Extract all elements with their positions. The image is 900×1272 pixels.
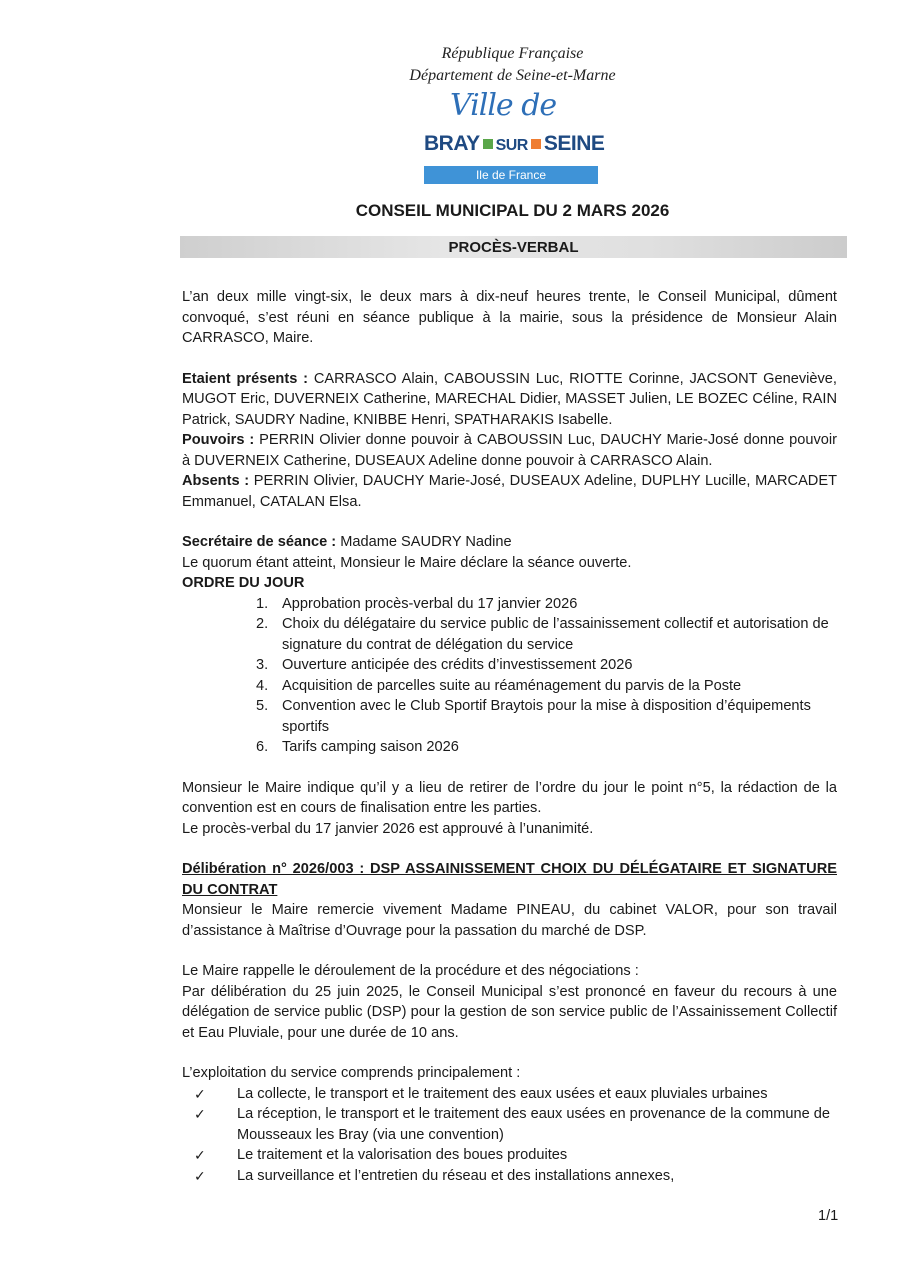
ordre-du-jour-title: ORDRE DU JOUR <box>182 575 305 591</box>
remerciement-paragraph: Monsieur le Maire remercie vivement Madame PINEAU, du cabinet VALOR, pour son travail d’assistance à Maîtrise d’Ouvrage pour la passation du marché de DSP. <box>182 902 837 939</box>
agenda-number: 5. <box>256 698 269 714</box>
exploitation-item-text: La collecte, le transport et le traitement des eaux usées et eaux pluviales urbaines <box>237 1085 768 1102</box>
presents-paragraph <box>182 369 837 431</box>
delib-2025-paragraph: Par délibération du 25 juin 2025, le Conseil Municipal s’est prononcé en faveur du recours à une délégation de service public (DSP) pour la gestion de son service public de l’Assainissement Collectif et Eau Pluviale, pour une durée de 10 ans. <box>182 983 837 1041</box>
agenda-text: Approbation procès-verbal du 17 janvier 2026 <box>282 595 578 612</box>
agenda-text: Tarifs camping saison 2026 <box>282 739 459 755</box>
town-logo <box>420 88 605 186</box>
logo-main-text <box>424 134 604 157</box>
agenda-text: Acquisition de parcelles suite au réaménagement du parvis de la Poste <box>282 677 742 694</box>
page-title: CONSEIL MUNICIPAL DU 2 MARS 2026 <box>355 201 670 220</box>
agenda-number: 3. <box>256 657 269 673</box>
logo-seine: SEINE <box>543 132 605 155</box>
pouvoirs-list: PERRIN Olivier donne pouvoir à CABOUSSIN Luc, DAUCHY Marie-José donne pouvoir à DUVERNEIX Catherine, DUSEAUX Adeline donne pouvoir à CARRASCO Alain. <box>182 432 837 469</box>
rappel-paragraph: Le Maire rappelle le déroulement de la procédure et des négociations : <box>182 963 639 979</box>
document-body <box>182 287 837 1186</box>
exploitation-item-text: Le traitement et la valorisation des boues produites <box>237 1147 568 1163</box>
agenda-list <box>182 594 837 758</box>
list-item <box>182 1166 837 1187</box>
agenda-number: 6. <box>256 739 269 755</box>
department-heading: Département de Seine-et-Marne <box>409 67 616 84</box>
presents-list: CARRASCO Alain, CABOUSSIN Luc, RIOTTE Corinne, JACSONT Geneviève, MUGOT Eric, DUVERNEIX Catherine, MARECHAL Didier, MASSET Julien, LE BOZEC Céline, RAIN Patrick, SAUDRY Nadine, KNIBBE Henri, SPATHARAKIS Isabelle. <box>182 370 837 428</box>
presents-label: Etaient présents : <box>182 370 309 387</box>
list-item <box>256 614 837 655</box>
secretaire-label: Secrétaire de séance : <box>182 534 337 550</box>
exploitation-item-text: La réception, le transport et le traitement des eaux usées en provenance de la commune de Mousseaux les Bray (via une convention) <box>237 1106 831 1143</box>
logo-region-bar: Ile de France <box>424 166 598 184</box>
absents-label: Absents : <box>182 473 250 489</box>
pouvoirs-paragraph <box>182 430 837 471</box>
list-item <box>256 696 837 737</box>
agenda-number: 1. <box>256 595 269 612</box>
agenda-number: 2. <box>256 616 269 632</box>
quorum-paragraph: Le quorum étant atteint, Monsieur le Maire déclare la séance ouverte. <box>182 554 632 571</box>
exploitation-item-text: La surveillance et l’entretien du réseau et des installations annexes, <box>237 1167 675 1184</box>
logo-sur: SUR <box>495 137 528 154</box>
agenda-number: 4. <box>256 677 269 694</box>
pouvoirs-label: Pouvoirs : <box>182 432 255 448</box>
absents-paragraph <box>182 471 837 512</box>
checkmark-icon: ✓ <box>194 1167 206 1184</box>
checkmark-icon: ✓ <box>194 1147 206 1163</box>
agenda-text: Choix du délégataire du service public de l’assainissement collectif et autorisation de signature du contrat de délégation du service <box>282 616 829 653</box>
list-item <box>182 1084 837 1105</box>
exploitation-list <box>182 1084 837 1187</box>
checkmark-icon: ✓ <box>194 1085 206 1102</box>
proces-verbal-banner: PROCÈS-VERBAL <box>180 236 847 258</box>
list-item <box>256 676 837 697</box>
agenda-text: Ouverture anticipée des crédits d’investissement 2026 <box>282 657 633 673</box>
agenda-text: Convention avec le Club Sportif Braytois pour la mise à disposition d’équipements sportifs <box>282 698 811 735</box>
list-item <box>256 737 837 758</box>
intro-paragraph: L’an deux mille vingt-six, le deux mars à dix-neuf heures trente, le Conseil Municipal, dûment convoqué, s’est réuni en séance publique à la mairie, sous la présidence de Monsieur Alain CARRASCO, Maire. <box>182 289 837 346</box>
secretaire-name: Madame SAUDRY Nadine <box>340 534 512 550</box>
orange-square-icon <box>531 139 541 149</box>
list-item <box>256 655 837 676</box>
page-number: 1/1 <box>818 1208 839 1224</box>
list-item <box>182 1145 837 1166</box>
logo-bray: BRAY <box>424 132 480 155</box>
logo-ville-text: Ville de <box>450 88 557 123</box>
secretaire-paragraph <box>182 532 837 553</box>
green-square-icon <box>483 139 493 149</box>
list-item <box>256 594 837 615</box>
absents-list: PERRIN Olivier, DAUCHY Marie-José, DUSEAUX Adeline, DUPLHY Lucille, MARCADET Emmanuel, CATALAN Elsa. <box>182 473 837 510</box>
approbation-paragraph: Le procès-verbal du 17 janvier 2026 est approuvé à l’unanimité. <box>182 820 594 837</box>
checkmark-icon: ✓ <box>194 1106 206 1122</box>
list-item <box>182 1104 837 1145</box>
retrait-paragraph: Monsieur le Maire indique qu’il y a lieu de retirer de l’ordre du jour le point n°5, la rédaction de la convention est en cours de finalisation entre les parties. <box>182 779 837 816</box>
republic-heading: République Française <box>441 45 584 62</box>
deliberation-title: Délibération n° 2026/003 : DSP ASSAINISSEMENT CHOIX DU DÉLÉGATAIRE ET SIGNATURE DU CONTRAT <box>182 861 837 898</box>
exploitation-intro: L’exploitation du service comprends principalement : <box>182 1065 521 1081</box>
